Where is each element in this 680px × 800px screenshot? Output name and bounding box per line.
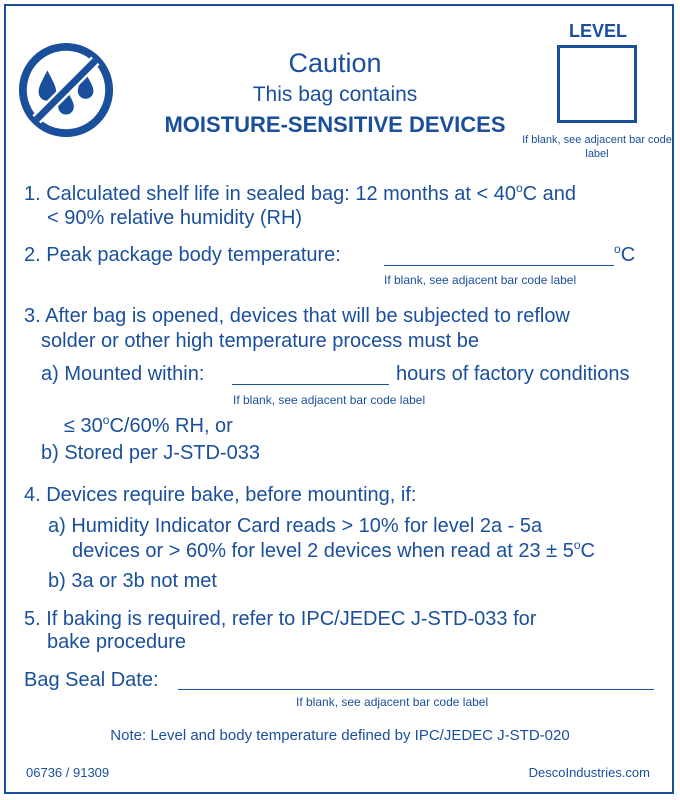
website: DescoIndustries.com [528, 765, 650, 780]
bag-seal-date-blank [178, 689, 654, 690]
item-2-unit: $^o$C [614, 242, 636, 266]
item-3a-label: a) Mounted within: [41, 363, 205, 385]
item-1-line-1: 1. Calculated shelf life in sealed bag: 12 months at < $40^oC$ and [24, 181, 577, 205]
item-2-label: 2. Peak package body temperature: [24, 244, 341, 266]
item-5-line-2: bake procedure [47, 631, 186, 653]
item-3a-note: If blank, see adjacent bar code label [233, 393, 426, 407]
item-4b: b) 3a or 3b not met [48, 570, 217, 592]
item-3b: b) Stored per J-STD-033 [41, 442, 260, 464]
item-3a-condition: ≤ $30^oC/60\%$ RH, or [64, 413, 233, 437]
item-3-line-1: 3. After bag is opened, devices that will be subjected to reflow [24, 305, 570, 327]
item-5-line-1: 5. If baking is required, refer to IPC/JEDEC J-STD-033 for [24, 608, 537, 630]
item-3a-unit: hours of factory conditions [396, 363, 630, 385]
part-number: 06736 / 91309 [26, 765, 110, 780]
level-note: If blank, see adjacent bar code label [522, 134, 672, 160]
no-moisture-icon [17, 41, 115, 139]
caution-heading: Caution [288, 48, 382, 78]
msd-title: MOISTURE-SENSITIVE DEVICES [164, 112, 506, 137]
bag-seal-date-label: Bag Seal Date: [24, 669, 159, 691]
peak-temp-blank [384, 265, 614, 266]
level-box [557, 45, 637, 123]
item-2-note: If blank, see adjacent bar code label [384, 273, 577, 287]
item-4a-line-1: a) Humidity Indicator Card reads > 10% for level 2a - 5a [48, 515, 543, 537]
level-title: LEVEL [568, 21, 627, 41]
bag-seal-date-note: If blank, see adjacent bar code label [296, 695, 489, 709]
item-4a-line-2: devices or > 60% for level 2 devices when read at $23 \pm 5^oC$ [72, 538, 595, 562]
item-1-line-2: < 90% relative humidity (RH) [47, 207, 303, 229]
item-3-line-2: solder or other high temperature process must be [41, 330, 479, 352]
footer-note: Note: Level and body temperature defined by IPC/JEDEC J-STD-020 [110, 727, 570, 744]
mount-hours-blank [232, 384, 389, 385]
item-4-line-1: 4. Devices require bake, before mounting, if: [24, 484, 417, 506]
bag-contains-text: This bag contains [252, 83, 418, 106]
